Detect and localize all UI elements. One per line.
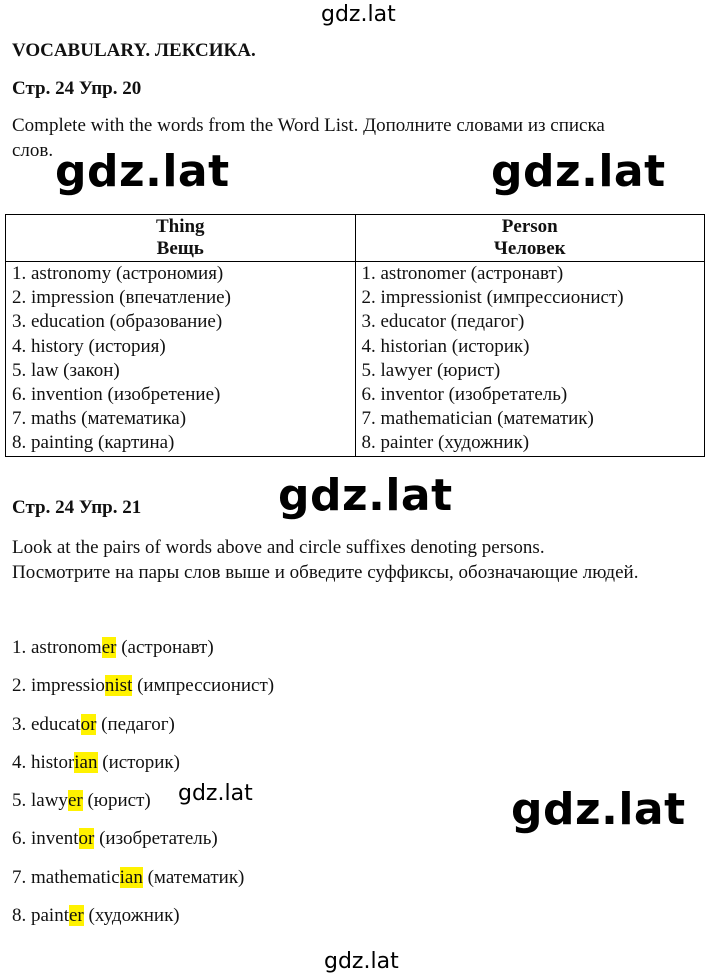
cell-thing: 5. law (закон) [6,359,356,383]
cell-thing: 2. impression (впечатление) [6,286,356,310]
header-thing-ru: Вещь [156,238,204,259]
table-row [6,359,705,383]
word-translation: (художник) [83,905,180,927]
header-person-en: Person [501,216,558,237]
word-stem: 7. mathematic [12,866,120,888]
word-translation: (импрессионист) [132,675,275,697]
word-stem: 3. educat [12,713,81,735]
table-row [6,262,705,287]
table-row [6,383,705,407]
cell-person: 4. historian (историк) [355,335,705,359]
suffix-list [12,633,274,939]
suffix-highlight: nist [104,675,133,697]
word-translation: (астронавт) [116,637,214,658]
table-row [6,286,705,310]
watermark-right: gdz.lat [491,146,666,197]
watermark-left: gdz.lat [55,146,230,197]
watermark-bottom: gdz.lat [324,949,399,974]
list-item [12,863,274,901]
word-stem: 1. astronom [12,637,102,658]
cell-person: 3. educator (педагог) [355,310,705,334]
header-person-ru: Человек [493,238,566,259]
ex21-task-line1: Look at the pairs of words above and circle suffixes denoting persons. [12,537,545,558]
vocabulary-table [5,214,705,457]
word-stem: 8. paint [12,905,69,927]
ex20-task-line1: Complete with the words from the Word List. Дополните словами из списка [12,115,605,136]
word-stem: 5. lawy [12,790,68,812]
suffix-highlight: er [101,637,117,658]
word-translation: (педагог) [96,713,175,735]
header-thing-en: Thing [155,216,205,237]
list-item [12,710,274,748]
word-translation: (изобретатель) [94,828,218,850]
cell-person: 8. painter (художник) [355,431,705,456]
ex21-heading: Стр. 24 Упр. 21 [12,497,142,518]
header-thing [6,215,356,262]
suffix-highlight: or [80,713,97,735]
word-stem: 2. impressio [12,675,105,697]
cell-thing: 3. education (образование) [6,310,356,334]
ex21-task-line2: Посмотрите на пары слов выше и обведите суффиксы, обозначающие людей. [12,562,639,583]
cell-thing: 7. maths (математика) [6,407,356,431]
ex20-task-line2: слов. [12,140,54,161]
table-row [6,335,705,359]
section-title: VOCABULARY. ЛЕКСИКА. [12,40,256,61]
table-row [6,407,705,431]
suffix-highlight: ian [119,866,143,888]
cell-person: 6. inventor (изобретатель) [355,383,705,407]
cell-thing: 4. history (история) [6,335,356,359]
watermark-top: gdz.lat [321,2,396,27]
header-person [355,215,705,262]
table-header-row [6,215,705,262]
suffix-highlight: or [78,828,95,850]
cell-person: 5. lawyer (юрист) [355,359,705,383]
cell-person: 1. astronomer (астронавт) [355,262,705,287]
list-item [12,748,274,786]
watermark-lower-right: gdz.lat [511,784,686,835]
cell-thing: 8. painting (картина) [6,431,356,456]
watermark-middle: gdz.lat [278,470,453,521]
table-row [6,310,705,334]
suffix-highlight: er [69,905,84,927]
suffix-highlight: er [67,790,83,812]
suffix-highlight: ian [74,751,98,773]
cell-thing: 6. invention (изобретение) [6,383,356,407]
word-translation: (историк) [97,751,180,773]
list-item [12,671,274,709]
watermark-inline: gdz.lat [178,781,253,806]
list-item [12,901,274,939]
ex20-heading: Стр. 24 Упр. 20 [12,78,142,99]
cell-person: 7. mathematician (математик) [355,407,705,431]
word-stem: 6. invent [12,828,79,850]
cell-thing: 1. astronomy (астрономия) [6,262,356,287]
word-stem: 4. histor [12,751,75,773]
word-translation: (юрист) [82,790,151,812]
cell-person: 2. impressionist (импрессионист) [355,286,705,310]
list-item [12,824,274,862]
list-item [12,786,274,824]
list-item [12,633,274,671]
table-row [6,431,705,456]
word-translation: (математик) [142,866,245,888]
